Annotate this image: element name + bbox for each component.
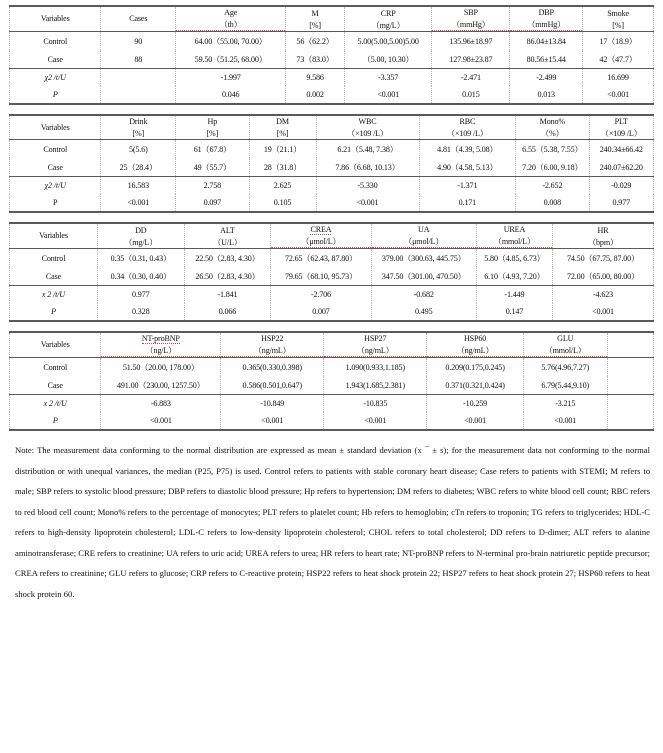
cell: 5(5.6) [101,140,176,159]
cell: 0.013 [510,86,583,104]
cell: 61（67.8） [176,140,249,159]
cell-empty [607,395,653,413]
cell: 64.00（55.00, 70.00） [176,32,286,51]
table-row-statistic [10,177,654,195]
cell: 0.066 [184,303,271,321]
cell: 26.50（2.83, 4.30） [184,267,271,286]
cell: -1.997 [176,69,286,87]
row-label: Case [10,376,101,395]
cell: 0.105 [249,194,316,212]
table-row-pvalue [10,86,654,104]
col-header: HR （bpm） [553,223,654,249]
cell: 72.65（62.43, 87.80） [271,249,371,268]
col-header: NT-proBNP （ng/L） [101,332,221,358]
table-row [10,50,654,69]
col-header: Age （th） [176,6,286,32]
col-header: WBC （×109 /L） [316,115,419,140]
cell: 80.56±15.44 [510,50,583,69]
col-header-empty [607,332,653,358]
row-label: Case [10,267,98,286]
table-row-pvalue [10,194,654,212]
cell: 19（21.1） [249,140,316,159]
col-header: ALT （U/L） [184,223,271,249]
table-row [10,32,654,51]
cell: 0.002 [286,86,345,104]
cell: 2.625 [249,177,316,195]
row-label-p: P [10,194,101,212]
cell: -10.849 [221,395,324,413]
cell: 0.046 [176,86,286,104]
cell-empty [607,358,653,377]
cell: 0.495 [371,303,476,321]
col-header: UA （μmol/L） [371,223,476,249]
row-label: Case [10,158,101,177]
col-header: Drink [%] [101,115,176,140]
cell: 49（55.7） [176,158,249,177]
cell: -2.706 [271,286,371,304]
cell: <0.001 [101,194,176,212]
col-header: Smoke [%] [583,6,654,32]
col-header: DBP （mmHg） [510,6,583,32]
row-label: Control [10,140,101,159]
cell: 379.00（300.63, 445.75） [371,249,476,268]
cell: -4.623 [553,286,654,304]
cell: 0.35（0.31, 0.43） [97,249,184,268]
cell: 73（83.0） [286,50,345,69]
cell: 79.65（68.10, 95.73） [271,267,371,286]
row-label-p: P [10,86,101,104]
cell: 7.86（6.68, 10.13） [316,158,419,177]
table-row [10,358,654,377]
col-header: Variables [10,6,101,32]
col-header: Variables [10,223,98,249]
cell-empty [607,376,653,395]
table-header-row [10,6,654,32]
cell: <0.001 [344,86,432,104]
footnote-text: The measurement data conforming to the normal distribution are expressed as mean ± standard deviation (x ¯ ± s); for the measurement data not conforming to the normal distribution or with unequal variances, the median (P25, P75) is used. Control refers to patients with stable coronary heart disease; Case refers to patients with STEMI; M refers to male; SBP refers to systolic blood pressure; DBP refers to diastolic blood pressure; Hp refers to hypertension; DM refers to diabetes; WBC refers to white blood cell count; RBC refers to red blood cell count; Mono% refers to the percentage of monocytes; PLT refers to platelet count; Hb refers to hemoglobin; cTn refers to troponin; TG refers to triglycerides; HDL-C refers to high-density lipoprotein cholesterol; LDL-C refers to low-density lipoprotein cholesterol; CHOL refers to total cholesterol; DD refers to D-dimer; ALT refers to alanine aminotransferase; CRE refers to creatinine; UA refers to uric acid; UREA refers to urea; HR refers to heart rate; NT-proBNP refers to N-terminal pro-brain natriuretic peptide precursor; CREA refers to creatinine; GLU refers to glucose; CRP refers to C-reactive protein; HSP22 refers to heat shock protein 22; HSP27 refers to heat shock protein 27; HSP60 refers to heat shock protein 60. [15,445,650,599]
row-label-p: P [10,412,101,430]
col-header: DD （mg/L） [97,223,184,249]
cell: 0.015 [432,86,510,104]
cell: 0.171 [419,194,516,212]
col-header: Cases [101,6,176,32]
cell: <0.001 [553,303,654,321]
cell: 491.00（230.00, 1257.50） [101,376,221,395]
row-label: Control [10,32,101,51]
cell: 59.50（51.25, 68.00） [176,50,286,69]
table-row-statistic [10,69,654,87]
cell: 1.943(1.685,2.381) [324,376,427,395]
cell: -2.471 [432,69,510,87]
cell: 5.00(5.00,5.00)5.00 [344,32,432,51]
cell: 51.50（20.00, 178.00） [101,358,221,377]
cell: 42（47.7） [583,50,654,69]
table-row-pvalue [10,412,654,430]
table-header-row [10,332,654,358]
row-label: Control [10,358,101,377]
cell: <0.001 [583,86,654,104]
stat-table-4 [9,331,654,431]
col-header: CRP （mg/L） [344,6,432,32]
row-label: Case [10,50,101,69]
cell [101,69,176,87]
col-header: HSP60 （ng/mL） [427,332,524,358]
cell: -3.357 [344,69,432,87]
cell: 0.328 [97,303,184,321]
cell: <0.001 [221,412,324,430]
stat-table-2 [9,114,654,213]
cell: -6.883 [101,395,221,413]
row-label-test-statistic: x 2 /t/U [10,286,98,304]
table-row [10,267,654,286]
cell: 135.96±18.97 [432,32,510,51]
cell: 88 [101,50,176,69]
table-row [10,376,654,395]
cell: <0.001 [316,194,419,212]
col-header: UREA （mmol/L） [476,223,552,249]
cell: 28（31.8） [249,158,316,177]
row-label: Control [10,249,98,268]
cell: 0.977 [97,286,184,304]
table-row-statistic [10,286,654,304]
cell: <0.001 [523,412,607,430]
cell: 1.090(0.933,1.185) [324,358,427,377]
cell: 6.55（5.38, 7.55） [516,140,589,159]
footnote-label: Note: [15,445,35,455]
cell: 6.79(5.44,9.10) [523,376,607,395]
table-row [10,158,654,177]
cell: <0.001 [101,412,221,430]
row-label-test-statistic: χ2 /t/U [10,69,101,87]
cell: 74.50（67.75, 87.00） [553,249,654,268]
cell: -3.215 [523,395,607,413]
cell: 5.80（4.85, 6.73） [476,249,552,268]
cell: -10.835 [324,395,427,413]
cell: 5.76(4.96,7.27) [523,358,607,377]
cell: 127.98±23.87 [432,50,510,69]
cell: 0.097 [176,194,249,212]
cell: 56（62.2） [286,32,345,51]
col-header: Mono% （%） [516,115,589,140]
cell: 4.81（4.39, 5.08） [419,140,516,159]
cell: 72.00（65.00, 80.00） [553,267,654,286]
cell: 0.586(0.501,0.647) [221,376,324,395]
table-header-row [10,223,654,249]
cell: 86.04±13.84 [510,32,583,51]
col-header: DM [%] [249,115,316,140]
cell: 9.586 [286,69,345,87]
cell: -2.652 [516,177,589,195]
table-header-row [10,115,654,140]
cell: -0.682 [371,286,476,304]
cell: -2.499 [510,69,583,87]
cell: （5.00, 10.30） [344,50,432,69]
col-header: SBP （mmHg） [432,6,510,32]
col-header: CREA （μmol/L） [271,223,371,249]
cell: 6.10（4.93, 7.20） [476,267,552,286]
cell: 0.371(0.321,0.424) [427,376,524,395]
cell: <0.001 [324,412,427,430]
stat-table-3 [9,222,654,322]
stat-table-1 [9,5,654,105]
cell: -10.259 [427,395,524,413]
cell: <0.001 [427,412,524,430]
table-row-statistic [10,395,654,413]
cell: 2.758 [176,177,249,195]
cell: 0.007 [271,303,371,321]
cell: 7.20（6.00, 9.18） [516,158,589,177]
row-label-test-statistic: χ2 /t/U [10,177,101,195]
col-header: PLT （×109 /L） [589,115,653,140]
cell: 17（18.9） [583,32,654,51]
cell: -5.330 [316,177,419,195]
cell: -1.371 [419,177,516,195]
cell: 90 [101,32,176,51]
cell: 16.583 [101,177,176,195]
cell: 240.07±62.20 [589,158,653,177]
cell: 16.699 [583,69,654,87]
table-footnote [9,440,654,604]
cell: -1.841 [184,286,271,304]
col-header: M [%] [286,6,345,32]
cell: 0.147 [476,303,552,321]
cell: 240.34±66.42 [589,140,653,159]
cell: 347.50（301.00, 470.50） [371,267,476,286]
cell: 0.365(0.330,0.398) [221,358,324,377]
cell: -0.029 [589,177,653,195]
cell: 25（28.4） [101,158,176,177]
cell: 0.34（0.30, 0.40） [97,267,184,286]
cell: 4.90（4.58, 5.13） [419,158,516,177]
cell: 22.50（2.83, 4.30） [184,249,271,268]
col-header: HSP22 （ng/mL） [221,332,324,358]
table-row [10,140,654,159]
table-row-pvalue [10,303,654,321]
table-row [10,249,654,268]
row-label-test-statistic: x 2 /t/U [10,395,101,413]
cell: 6.21（5.48, 7.38） [316,140,419,159]
cell: 0.209(0.175,0.245) [427,358,524,377]
col-header: HSP27 （ng/mL） [324,332,427,358]
cell: -1.449 [476,286,552,304]
col-header: GLU （mmol/L） [523,332,607,358]
row-label-p: P [10,303,98,321]
col-header: Hp [%] [176,115,249,140]
cell: 0.977 [589,194,653,212]
cell-empty [607,412,653,430]
col-header: Variables [10,332,101,358]
col-header: Variables [10,115,101,140]
cell [101,86,176,104]
cell: 0.008 [516,194,589,212]
col-header: RBC （×109 /L） [419,115,516,140]
